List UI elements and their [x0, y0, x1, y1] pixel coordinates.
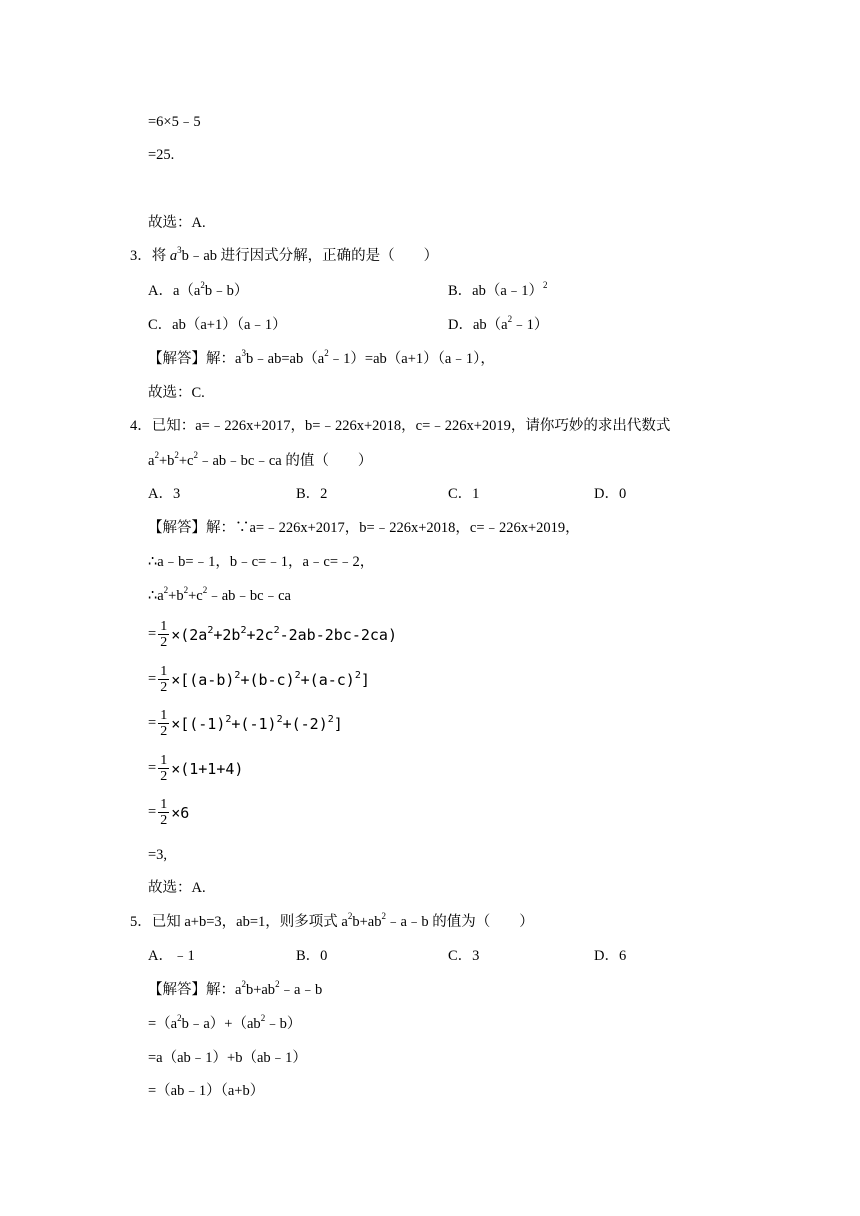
solution-line: $=(a^2b﹣a)+(ab^2﹣b)$	[148, 1013, 302, 1032]
calc-line: =6×5﹣5	[148, 114, 201, 130]
option-b: B．0	[296, 948, 328, 964]
answer-line: 故选：A.	[148, 880, 206, 896]
fraction-half: $\frac{1}{2}$	[160, 619, 168, 650]
fraction-half: $\frac{1}{2}$	[160, 664, 168, 695]
solution-line: ∴a﹣b=﹣1，b﹣c=﹣1，a﹣c=﹣2，	[148, 554, 375, 570]
solution-line: 【解答】解：$a^3b﹣ab=ab(a^2﹣1)=ab(a+1)(a﹣1)$，	[148, 348, 495, 367]
equation-line: = $\frac{1}{2}$ ×(1+1+4)	[148, 753, 244, 784]
answer-line: 故选：C.	[148, 385, 205, 401]
equation-line: = $\frac{1}{2}$ $\times(2a^2+2b^2+2c^2-2ab-2bc-2ca)$	[148, 619, 397, 650]
option-d: D．$ab(a^2﹣1)$	[448, 314, 549, 333]
solution-line: =（ab﹣1）（a+b）	[148, 1083, 265, 1099]
option-b: B．2	[296, 486, 328, 502]
option-c: C．1	[448, 486, 480, 502]
option-d: D．0	[594, 486, 627, 502]
solution-line: 【解答】解：∵a=﹣226x+2017，b=﹣226x+2018，c=﹣226x+2019，	[148, 520, 580, 536]
question-4-stem: 4．已知：a=﹣226x+2017，b=﹣226x+2018，c=﹣226x+2019，请你巧妙的求出代数式	[130, 418, 671, 434]
solution-line: 【解答】解：$a^2b+ab^2﹣a﹣b$	[148, 979, 323, 998]
result-line: =3,	[148, 847, 168, 863]
option-b: B．ab（a﹣1）$^2$	[448, 280, 548, 299]
question-3-stem: 3．将 $a^3b﹣ab$ 进行因式分解，正确的是（ ）	[130, 245, 439, 264]
option-a: A．$a(a^2b﹣b)$	[148, 280, 249, 299]
equation-line: = $\frac{1}{2}$ $\times[(-1)^2+(-1)^2+(-2)^2]$	[148, 708, 343, 739]
equation-line: = $\frac{1}{2}$ $\times[(a-b)^2+(b-c)^2+(a-c)^2]$	[148, 664, 370, 695]
equation-line: = $\frac{1}{2}$ ×6	[148, 797, 190, 828]
fraction-half: $\frac{1}{2}$	[160, 753, 168, 784]
answer-line: 故选：A.	[148, 215, 206, 231]
question-4-stem-cont: $a^2+b^2+c^2﹣ab﹣bc﹣ca$ 的值（ ）	[148, 450, 373, 469]
option-a: A．﹣1	[148, 948, 195, 964]
option-c: C．ab（a+1）（a﹣1）	[148, 317, 287, 333]
fraction-half: $\frac{1}{2}$	[160, 708, 168, 739]
calc-line: =25.	[148, 147, 175, 163]
solution-line: =a（ab﹣1）+b（ab﹣1）	[148, 1050, 307, 1066]
option-d: D．6	[594, 948, 627, 964]
option-c: C．3	[448, 948, 480, 964]
fraction-half: $\frac{1}{2}$	[160, 797, 168, 828]
question-5-stem: 5．已知 a+b=3，ab=1，则多项式 $a^2b+ab^2﹣a﹣b$ 的值为（ ）	[130, 911, 534, 930]
option-a: A．3	[148, 486, 181, 502]
solution-line: $\therefore a^2+b^2+c^2﹣ab﹣bc﹣ca$	[148, 585, 291, 604]
